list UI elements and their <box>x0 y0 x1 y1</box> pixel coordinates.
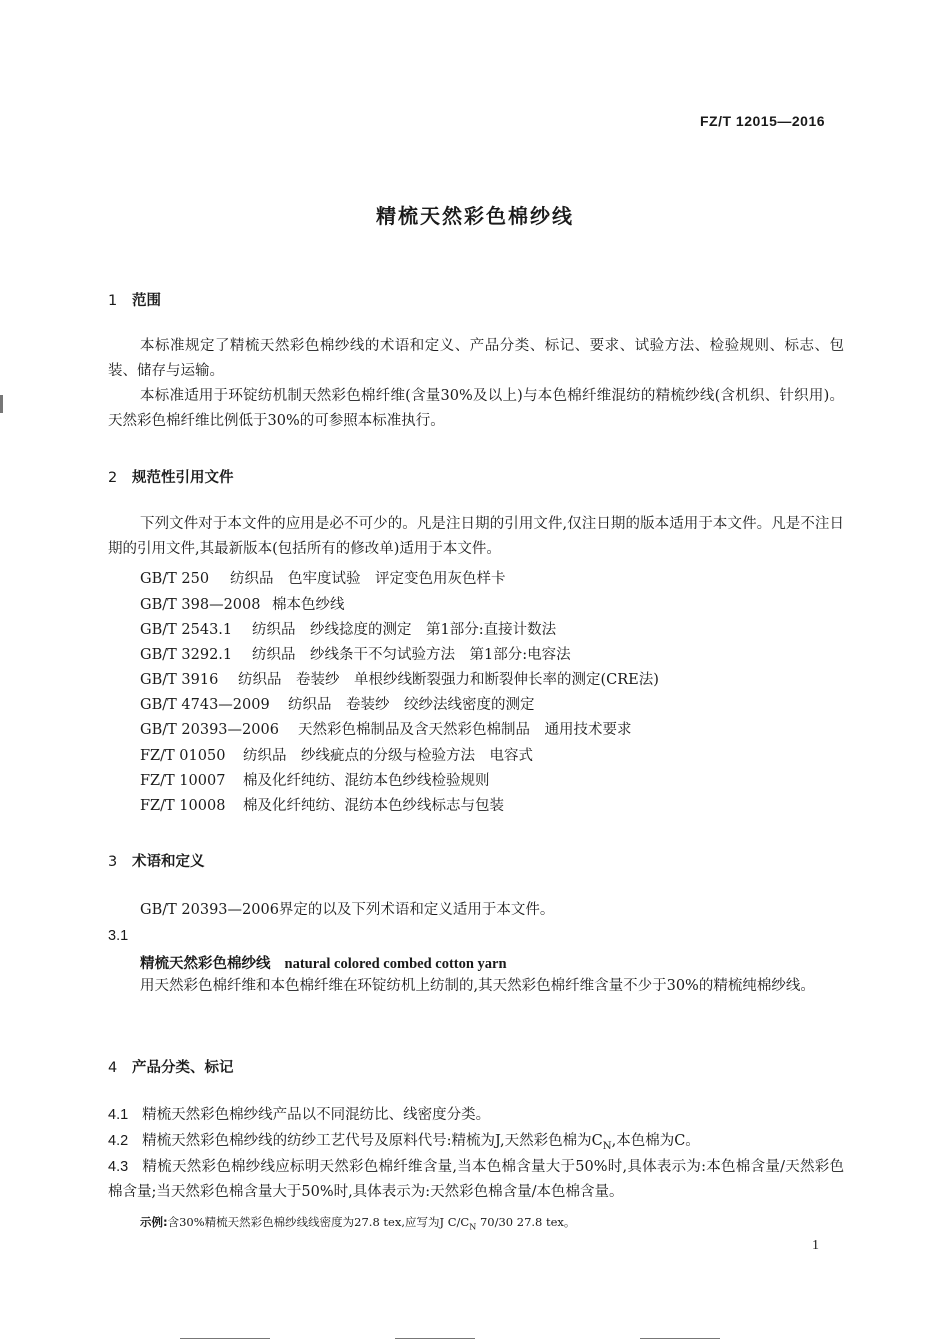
reference-name: 棉本色纱线 <box>272 597 345 613</box>
term-definition: 用天然彩色棉纤维和本色棉纤维在环锭纺机上纺制的,其天然彩色棉纤维含量不少于30%的精梳纯棉纱线。 <box>140 978 815 994</box>
reference-code: FZ/T 10007 <box>140 773 226 789</box>
section-title: 规范性引用文件 <box>132 470 234 486</box>
reference-code: GB/T 20393—2006 <box>140 722 279 738</box>
clause-text-cont: ,本色棉为C。 <box>611 1133 700 1149</box>
scan-edge-mark <box>640 1338 720 1339</box>
subscript: N <box>602 1140 612 1152</box>
reference-code: GB/T 2543.1 <box>140 622 233 638</box>
scope-paragraph-1: 本标准规定了精梳天然彩色棉纱线的术语和定义、产品分类、标记、要求、试验方法、检验规则、标志、包装、储存与运输。 <box>108 338 844 379</box>
reference-name: 纺织品 卷装纱 绞纱法线密度的测定 <box>288 697 535 713</box>
section-title: 范围 <box>132 293 161 309</box>
reference-item <box>140 643 571 664</box>
reference-name: 纺织品 色牢度试验 评定变色用灰色样卡 <box>230 571 506 587</box>
clause-text: 精梳天然彩色棉纱线应标明天然彩色棉纤维含量,当本色棉含量大于50%时,具体表示为:本色棉含量/天然彩色棉含量;当天然彩色棉含量大于50%时,具体表示为:天然彩色棉含量/本色棉含量。 <box>108 1159 844 1200</box>
section-3-heading <box>108 850 205 871</box>
reference-code: GB/T 3916 <box>140 672 219 688</box>
clause-text: 精梳天然彩色棉纱线产品以不同混纺比、线密度分类。 <box>142 1107 491 1123</box>
term-chinese: 精梳天然彩色棉纱线 <box>140 955 271 972</box>
references-intro: 下列文件对于本文件的应用是必不可少的。凡是注日期的引用文件,仅注日期的版本适用于本文件。凡是不注日期的引用文件,其最新版本(包括所有的修改单)适用于本文件。 <box>108 516 844 557</box>
reference-name: 棉及化纤纯纺、混纺本色纱线标志与包装 <box>243 798 504 814</box>
section-number: 3 <box>108 854 118 870</box>
reference-name: 天然彩色棉制品及含天然彩色棉制品 通用技术要求 <box>298 722 632 738</box>
term-heading <box>140 952 507 973</box>
example-note <box>140 1214 575 1231</box>
section-number: 4 <box>108 1060 118 1076</box>
reference-code: FZ/T 10008 <box>140 798 226 814</box>
clause-number: 4.1 <box>108 1107 129 1123</box>
clause-number: 4.3 <box>108 1159 129 1175</box>
section-title: 术语和定义 <box>132 854 205 870</box>
reference-item <box>140 693 535 714</box>
section-title: 产品分类、标记 <box>132 1060 234 1076</box>
section-number: 2 <box>108 470 118 486</box>
reference-item <box>140 618 556 639</box>
reference-code: FZ/T 01050 <box>140 748 226 764</box>
clause-4-3 <box>108 1155 844 1205</box>
scan-edge-mark <box>180 1338 270 1339</box>
document-title: 精梳天然彩色棉纱线 <box>376 204 574 228</box>
reference-name: 纺织品 卷装纱 单根纱线断裂强力和断裂伸长率的测定(CRE法) <box>238 672 659 688</box>
reference-item <box>140 567 506 588</box>
section-4-heading <box>108 1056 234 1077</box>
clause-text: 精梳天然彩色棉纱线的纺纱工艺代号及原料代号:精梳为J,天然彩色棉为C <box>142 1133 603 1149</box>
reference-item <box>140 769 490 790</box>
subscript: N <box>469 1222 477 1232</box>
reference-item <box>140 718 632 739</box>
section-number: 1 <box>108 293 118 309</box>
reference-item <box>140 593 345 614</box>
page-number: 1 <box>812 1238 819 1253</box>
standard-code: FZ/T 12015—2016 <box>700 113 826 129</box>
scan-edge-mark <box>0 395 3 413</box>
example-label: 示例: <box>140 1215 168 1229</box>
reference-code: GB/T 398—2008 <box>140 597 261 613</box>
term-english: natural colored combed cotton yarn <box>284 956 507 972</box>
scan-edge-mark <box>395 1338 475 1339</box>
reference-name: 纺织品 纱线条干不匀试验方法 第1部分:电容法 <box>252 647 571 663</box>
scope-paragraph-2: 本标准适用于环锭纺机制天然彩色棉纤维(含量30%及以上)与本色棉纤维混纺的精梳纱线(含机织、针织用)。天然彩色棉纤维比例低于30%的可参照本标准执行。 <box>108 388 844 429</box>
reference-item <box>140 794 504 815</box>
terms-intro: GB/T 20393—2006界定的以及下列术语和定义适用于本文件。 <box>140 902 555 918</box>
reference-name: 纺织品 纱线捻度的测定 第1部分:直接计数法 <box>252 622 557 638</box>
reference-item <box>140 744 533 765</box>
reference-code: GB/T 3292.1 <box>140 647 233 663</box>
reference-name: 纺织品 纱线疵点的分级与检验方法 电容式 <box>243 748 533 764</box>
example-text: 含30%精梳天然彩色棉纱线线密度为27.8 tex,应写为J C/C <box>167 1215 470 1229</box>
reference-code: GB/T 250 <box>140 571 210 587</box>
example-text-cont: 70/30 27.8 tex。 <box>476 1215 576 1229</box>
reference-name: 棉及化纤纯纺、混纺本色纱线检验规则 <box>243 773 490 789</box>
clause-4-1 <box>108 1103 844 1128</box>
reference-item <box>140 668 659 689</box>
clause-number: 4.2 <box>108 1133 129 1149</box>
section-2-heading <box>108 466 234 487</box>
section-1-heading <box>108 289 161 310</box>
term-number: 3.1 <box>108 928 129 944</box>
reference-code: GB/T 4743—2009 <box>140 697 270 713</box>
